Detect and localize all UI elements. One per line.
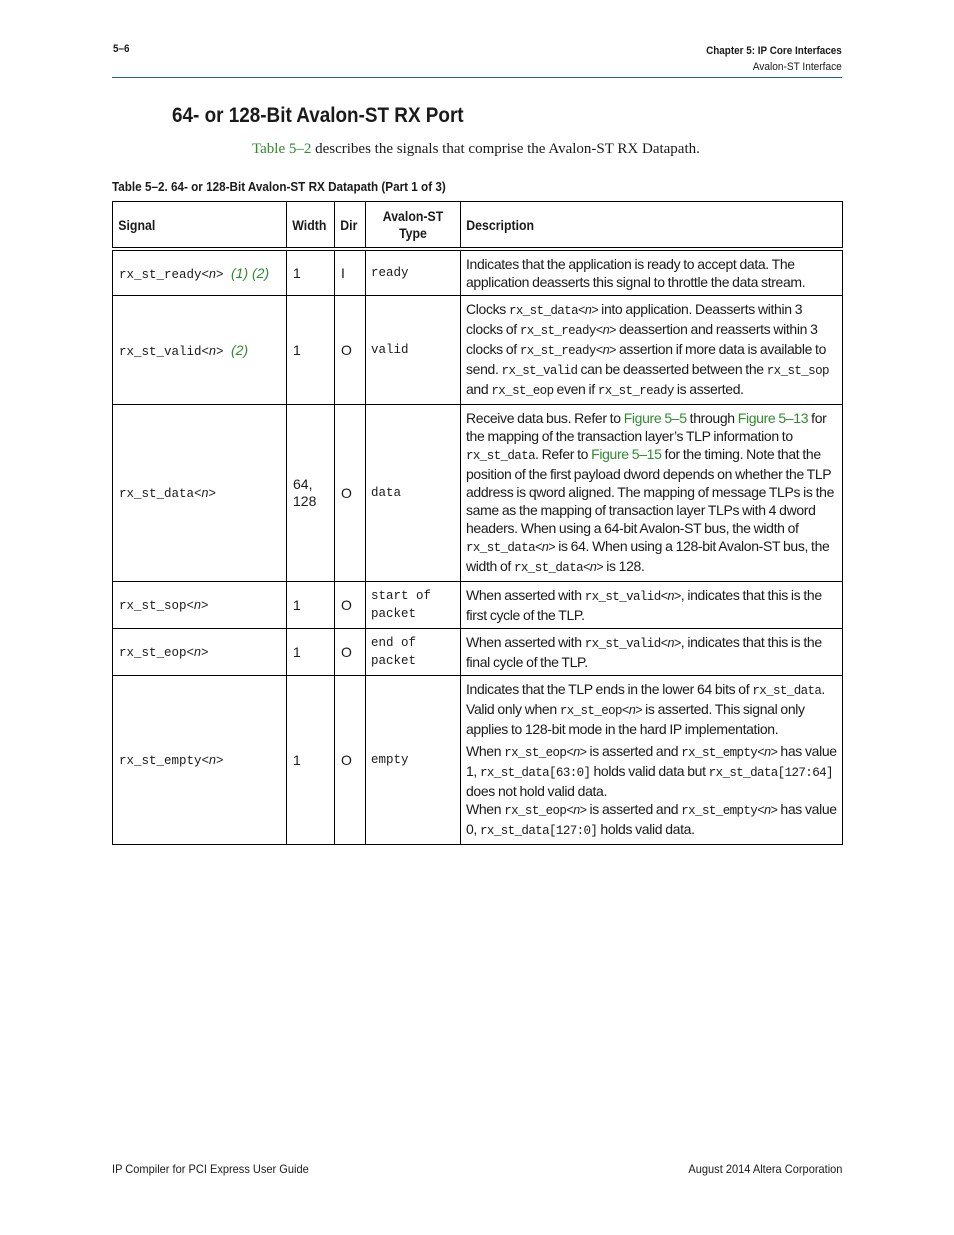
signal-dir: O (335, 629, 366, 676)
desc-paragraph: When rx_st_eop<n> is asserted and rx_st_empty<n> has value 1, rx_st_data[63:0] holds valid data but rx_st_data[127:64] does not hold valid data. (466, 743, 837, 799)
signal-dir: O (335, 296, 366, 405)
signal-table (112, 201, 842, 845)
table-row (113, 405, 843, 582)
signal-name: rx_st_sop<n> (113, 582, 287, 629)
signal-description: Clocks rx_st_data<n> into application. Deasserts within 3 clocks of rx_st_ready<n> deassertion and reasserts within 3 clocks of rx_st_ready<n> assertion if more data is available to send. rx_st_valid can be deasserted between the rx_st_sop and rx_st_eop even if rx_st_ready is asserted. (461, 296, 843, 405)
signal-description: When asserted with rx_st_valid<n>, indicates that this is the final cycle of the TLP. (461, 629, 843, 676)
signal-type: empty (366, 676, 461, 845)
footer-guide-title: IP Compiler for PCI Express User Guide (112, 1162, 309, 1176)
signal-width: 1 (287, 251, 335, 296)
signal-width: 1 (287, 296, 335, 405)
signal-width: 1 (287, 676, 335, 845)
intro-paragraph (252, 141, 700, 158)
table-row (113, 251, 843, 296)
signal-width: 1 (287, 582, 335, 629)
col-header-signal: Signal (113, 202, 287, 248)
signal-dir: O (335, 405, 366, 582)
chapter-title: Chapter 5: IP Core Interfaces (706, 45, 842, 57)
table-row (113, 582, 843, 629)
signal-width: 1 (287, 629, 335, 676)
signal-dir: O (335, 582, 366, 629)
desc-paragraph: When rx_st_eop<n> is asserted and rx_st_empty<n> has value 0, rx_st_data[127:0] holds valid data. (466, 801, 837, 838)
signal-description: Receive data bus. Refer to Figure 5–5 through Figure 5–13 for the mapping of the transaction layer’s TLP information to rx_st_data. Refer to Figure 5–15 for the timing. Note that the position of the first payload dword depends on whether the TLP address is qword aligned. The mapping of message TLPs is the same as the mapping of transaction layer TLPs with 4 dword headers. When using a 64-bit Avalon-ST bus, the width of rx_st_data<n> is 64. When using a 128-bit Avalon-ST bus, the width of rx_st_data<n> is 128. (461, 405, 843, 582)
col-header-description: Description (461, 202, 843, 248)
signal-name: rx_st_empty<n> (113, 676, 287, 845)
signal-name: rx_st_ready<n> (1) (2) (113, 251, 287, 296)
col-header-type: Avalon-ST Type (366, 202, 461, 248)
signal-name: rx_st_eop<n> (113, 629, 287, 676)
table-link[interactable]: Table 5–2 (252, 141, 312, 157)
figure-link[interactable]: Figure 5–13 (737, 410, 809, 426)
table-row (113, 629, 843, 676)
table-header-row (113, 202, 843, 248)
subsection-title: Avalon-ST Interface (752, 61, 842, 73)
signal-dir: I (335, 251, 366, 296)
section-title: 64- or 128-Bit Avalon-ST RX Port (172, 104, 464, 127)
footer-date-publisher: August 2014 Altera Corporation (687, 1162, 842, 1176)
col-header-width: Width (287, 202, 335, 248)
signal-name: rx_st_valid<n> (2) (113, 296, 287, 405)
signal-type: start of packet (366, 582, 461, 629)
table-notes-link[interactable]: (2) (231, 341, 249, 358)
figure-link[interactable]: Figure 5–15 (591, 446, 662, 462)
signal-description: Indicates that the application is ready to accept data. The application deasserts this signal to throttle the data stream. (461, 251, 843, 296)
intro-text: describes the signals that comprise the Avalon-ST RX Datapath. (311, 141, 700, 157)
table-notes-link[interactable]: (1) (2) (231, 264, 270, 281)
signal-type: valid (366, 296, 461, 405)
header-rule (112, 77, 842, 78)
running-header (691, 43, 842, 75)
signal-dir: O (335, 676, 366, 845)
signal-name: rx_st_data<n> (113, 405, 287, 582)
signal-type: ready (366, 251, 461, 296)
figure-link[interactable]: Figure 5–5 (623, 410, 687, 426)
signal-type: end of packet (366, 629, 461, 676)
desc-paragraph: Indicates that the TLP ends in the lower 64 bits of rx_st_data. Valid only when rx_st_eop<n> is asserted. This signal only applies to 128-bit mode in the hard IP implementation. (466, 681, 825, 737)
signal-width: 64, 128 (287, 405, 335, 582)
signal-type: data (366, 405, 461, 582)
col-header-dir: Dir (335, 202, 366, 248)
signal-description (461, 676, 843, 845)
table-row (113, 676, 843, 845)
table-caption: Table 5–2. 64- or 128-Bit Avalon-ST RX Datapath (Part 1 of 3) (112, 179, 446, 194)
table-row (113, 296, 843, 405)
page-number: 5–6 (113, 43, 130, 55)
signal-description: When asserted with rx_st_valid<n>, indicates that this is the first cycle of the TLP. (461, 582, 843, 629)
